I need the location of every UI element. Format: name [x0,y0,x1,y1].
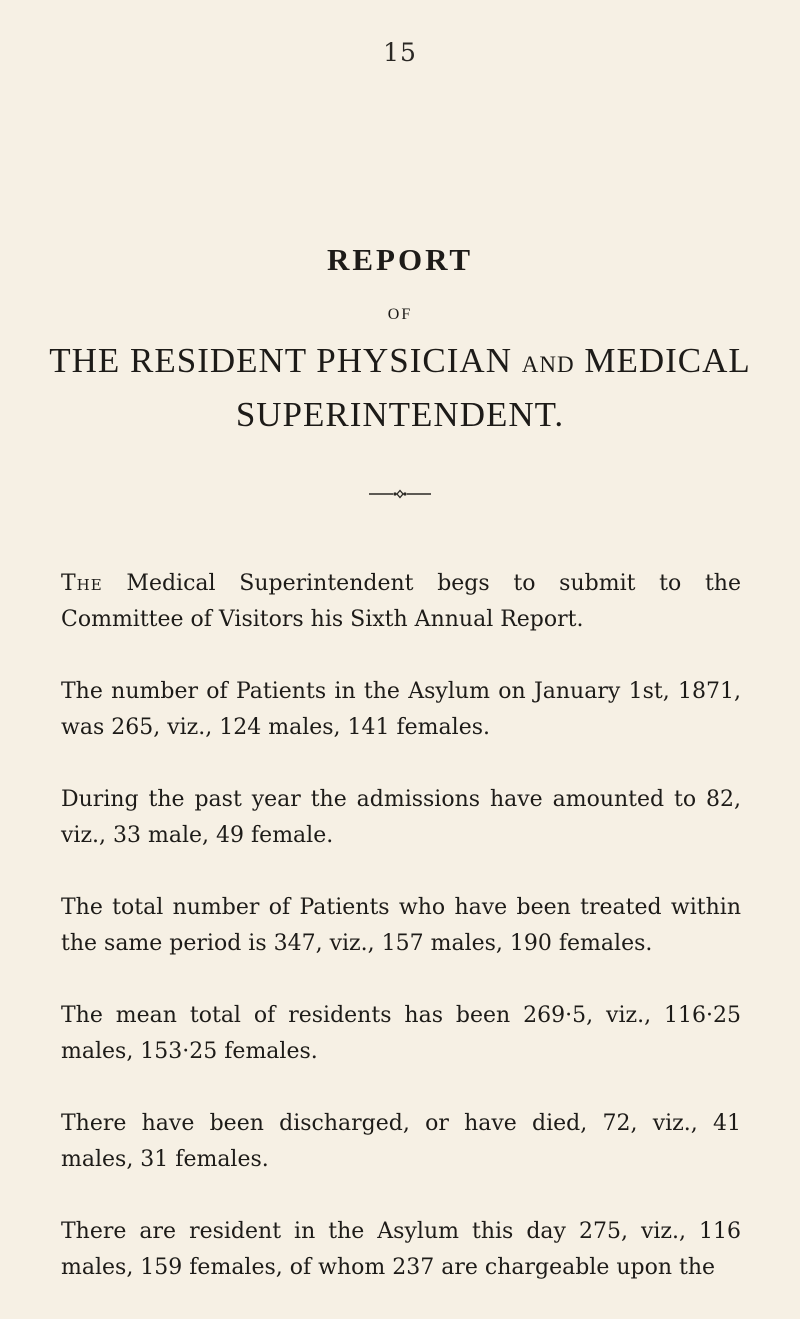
paragraph-1 [61,566,741,638]
paragraph-1-text: Medical Superintendent begs to submit to the Committee of Visitors his Sixth Annual Report. [61,571,741,632]
paragraph-7: There are resident in the Asylum this day 275, viz., 116 males, 159 females, of whom 237 are chargeable upon the [61,1219,741,1280]
report-heading: REPORT [326,242,474,277]
report-title [0,336,800,440]
title-and: AND [521,352,575,377]
paragraph-2: The number of Patients in the Asylum on January 1st, 1871, was 265, viz., 124 males, 141 females. [61,679,741,740]
title-part-1: THE RESIDENT PHYSICIAN [49,341,522,380]
title-line-2: SUPERINTENDENT. [235,395,565,434]
heading-of: OF [387,306,413,323]
title-part-2: MEDICAL [574,341,751,380]
paragraph-1-lead: The [61,571,103,596]
paragraph-5: The mean total of residents has been 269·5, viz., 116·25 males, 153·25 females. [61,1003,741,1064]
paragraph-6: There have been discharged, or have died, 72, viz., 41 males, 31 females. [61,1111,741,1172]
paragraph-4: The total number of Patients who have been treated within the same period is 347, viz., 157 males, 190 females. [61,895,741,956]
paragraph-3: During the past year the admissions have amounted to 82, viz., 33 male, 49 female. [61,787,741,848]
ornament-divider [0,488,800,502]
ornament-rule-icon [369,488,431,500]
title-line-1 [0,336,800,390]
page-number: 15 [383,38,417,67]
